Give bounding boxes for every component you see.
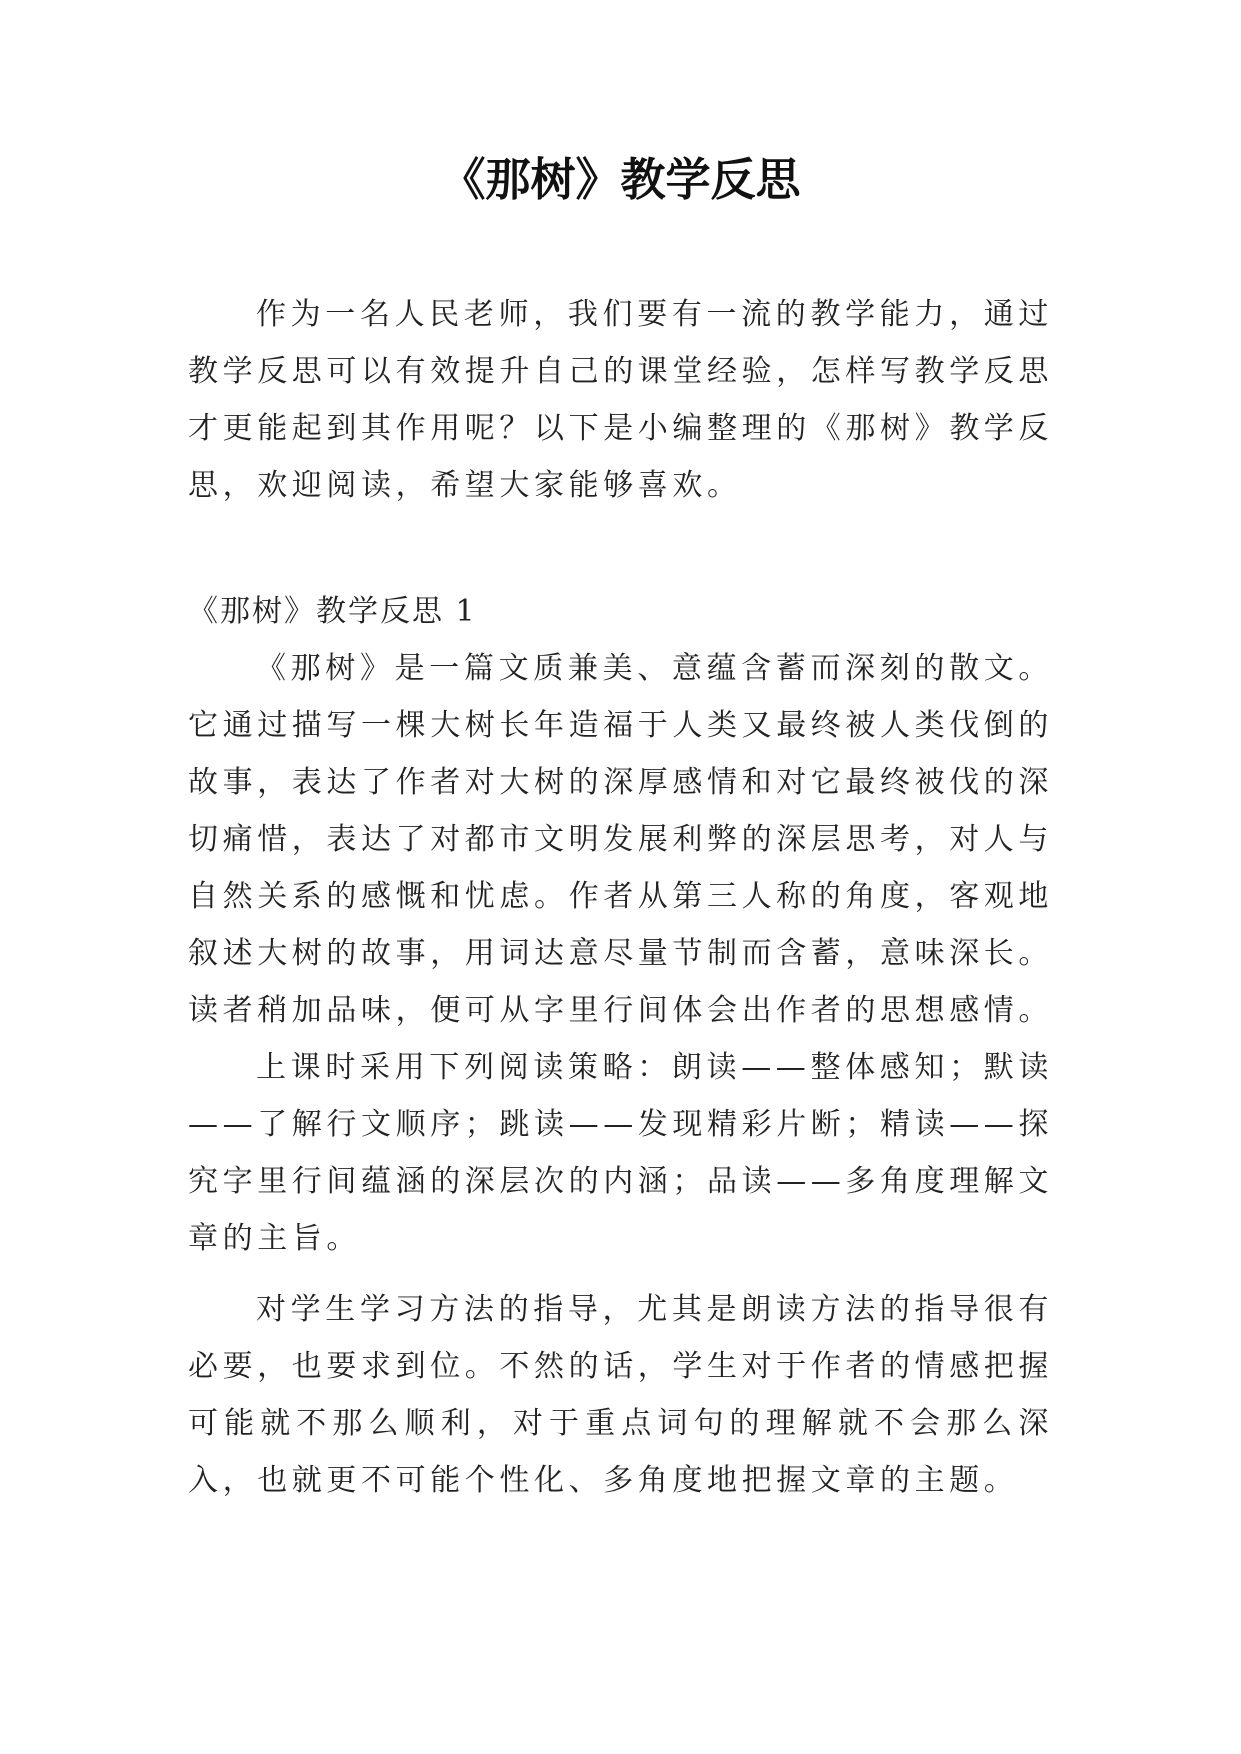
page-title: 《那树》教学反思 (440, 153, 801, 206)
body-paragraph: 上课时采用下列阅读策略：朗读——整体感知；默读——了解行文顺序；跳读——发现精彩片断；精读——探究字里行间蕴涵的深层次的内涵；品读——多角度理解文章的主旨。 (188, 1050, 1053, 1256)
body-paragraph: 《那树》是一篇文质兼美、意蕴含蓄而深刻的散文。它通过描写一棵大树长年造福于人类又最终被人类伐倒的故事，表达了作者对大树的深厚感情和对它最终被伐的深切痛惜，表达了对都市文明发展利弊的深层思考，对人与自然关系的感慨和忧虑。作者从第三人称的角度，客观地叙述大树的故事，用词达意尽量节制而含蓄，意味深长。读者稍加品味，便可从字里行间体会出作者的思想感情。 (188, 651, 1053, 1028)
body-paragraph: 对学生学习方法的指导，尤其是朗读方法的指导很有必要，也要求到位。不然的话，学生对于作者的情感把握可能就不那么顺利，对于重点词句的理解就不会那么深入，也就更不可能个性化、多角度地把握文章的主题。 (188, 1292, 1053, 1498)
document-body (188, 286, 1053, 1509)
intro-paragraph: 作为一名人民老师，我们要有一流的教学能力，通过教学反思可以有效提升自己的课堂经验，怎样写教学反思才更能起到其作用呢？以下是小编整理的《那树》教学反思，欢迎阅读，希望大家能够喜欢。 (188, 297, 1053, 503)
paragraph-spacer (188, 1267, 1053, 1281)
section-heading: 《那树》教学反思 1 (188, 594, 477, 629)
section-spacer (188, 514, 1053, 583)
